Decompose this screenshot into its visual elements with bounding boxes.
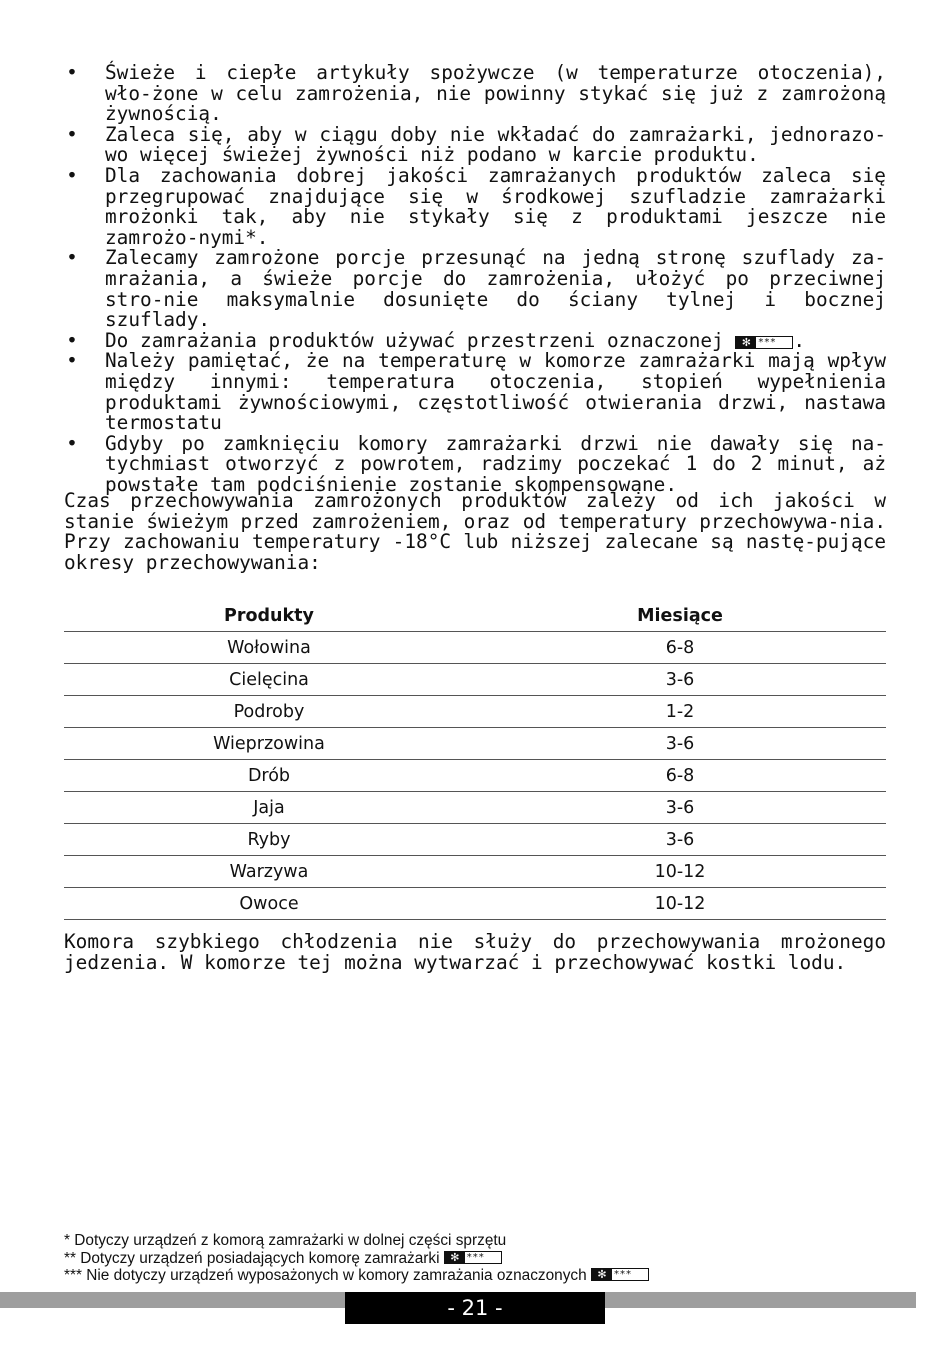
product-cell: Cielęcina	[64, 664, 474, 696]
bullet-icon: •	[66, 122, 78, 146]
column-header-products: Produkty	[64, 600, 474, 632]
product-cell: Jaja	[64, 792, 474, 824]
column-header-months: Miesiące	[474, 600, 886, 632]
months-cell: 3-6	[474, 728, 886, 760]
table-row	[64, 664, 886, 696]
bullet-icon: •	[66, 246, 78, 270]
bullet-icon: •	[66, 163, 78, 187]
quick-chill-note: Komora szybkiego chłodzenia nie służy do przechowywania mrożonego jedzenia. W komorze tej można wytwarzać i przechowywać kostki lodu.	[64, 930, 886, 974]
product-cell: Podroby	[64, 696, 474, 728]
list-item: • Gdyby po zamknięciu komory zamrażarki drzwi nie dawały się na-tychmiast otworzyć z powrotem, radzimy poczekać 1 do 2 minut, aż powstałe tam podciśnienie zostanie skompensowane.	[64, 434, 886, 496]
bullet-icon: •	[66, 328, 78, 352]
table-row	[64, 824, 886, 856]
product-cell: Drób	[64, 760, 474, 792]
list-item: • Świeże i ciepłe artykuły spożywcze (w temperaturze otoczenia), wło-żone w celu zamrożenia, nie powinny stykać się już z zamrożoną żywnością.	[64, 63, 886, 125]
months-cell: 6-8	[474, 760, 886, 792]
product-cell: Owoce	[64, 888, 474, 920]
months-cell: 3-6	[474, 824, 886, 856]
table-row	[64, 856, 886, 888]
months-cell: 10-12	[474, 856, 886, 888]
table-row	[64, 888, 886, 920]
list-item: • Zaleca się, aby w ciągu doby nie wkładać do zamrażarki, jednorazo-wo więcej świeżej żywności niż podano w karcie produktu.	[64, 125, 886, 166]
table-row	[64, 696, 886, 728]
list-item: • Należy pamiętać, że na temperaturę w komorze zamrażarki mają wpływ między innymi: temperatura otoczenia, stopień wypełnienia produktami żywnościowymi, częstotliwość otwierania drzwi, nastawa termostatu	[64, 351, 886, 433]
months-cell: 3-6	[474, 664, 886, 696]
footnotes	[64, 1232, 884, 1285]
months-cell: 3-6	[474, 792, 886, 824]
bullet-icon: •	[66, 349, 78, 373]
footnote-3: *** Nie dotyczy urządzeń wyposażonych w komory zamrażania oznaczonych ✻ ***	[64, 1267, 884, 1285]
storage-times-table	[64, 600, 886, 920]
table-row	[64, 632, 886, 664]
list-item: • Do zamrażania produktów używać przestrzeni oznaczonej ✻ *** .	[64, 331, 886, 352]
product-cell: Wieprzowina	[64, 728, 474, 760]
storage-intro-paragraph: Czas przechowywania zamrożonych produktów zależy od ich jakości w stanie świeżym przed zamrożeniem, oraz od temperatury przechowywa-nia. Przy zachowaniu temperatury -18°C lub niższej zalecane są nastę-pujące okresy przechowywania:	[64, 489, 886, 574]
product-cell: Warzywa	[64, 856, 474, 888]
page-number: - 21 -	[345, 1292, 605, 1324]
freezer-three-star-icon: ✻ ***	[444, 1251, 502, 1264]
months-cell: 1-2	[474, 696, 886, 728]
product-cell: Wołowina	[64, 632, 474, 664]
product-cell: Ryby	[64, 824, 474, 856]
freezer-three-star-icon: ✻ ***	[591, 1268, 649, 1281]
months-cell: 10-12	[474, 888, 886, 920]
table-row	[64, 760, 886, 792]
footnote-1: * Dotyczy urządzeń z komorą zamrażarki w dolnej części sprzętu	[64, 1232, 507, 1249]
list-item: • Dla zachowania dobrej jakości zamrażanych produktów zaleca się przegrupować znajdujące się w środkowej szufladzie zamrażarki mrożonki tak, aby nie stykały się z produktami jeszcze nie zamrożo-nymi*.	[64, 166, 886, 248]
months-cell: 6-8	[474, 632, 886, 664]
footnote-2: ** Dotyczy urządzeń posiadających komorę zamrażarki ✻ ***	[64, 1250, 884, 1268]
freezer-three-star-icon: ✻ ***	[735, 336, 793, 349]
bullet-icon: •	[66, 61, 78, 84]
list-item: • Zalecamy zamrożone porcje przesunąć na jedną stronę szuflady za-mrażania, a świeże porcje do zamrożenia, ułożyć po przeciwnej stro-nie maksymalnie dosunięte do ściany tylnej i bocznej szuflady.	[64, 248, 886, 330]
table-row	[64, 728, 886, 760]
bullet-icon: •	[66, 431, 78, 455]
table-row	[64, 792, 886, 824]
table-header-row	[64, 600, 886, 632]
freezing-tips-list	[64, 63, 886, 495]
